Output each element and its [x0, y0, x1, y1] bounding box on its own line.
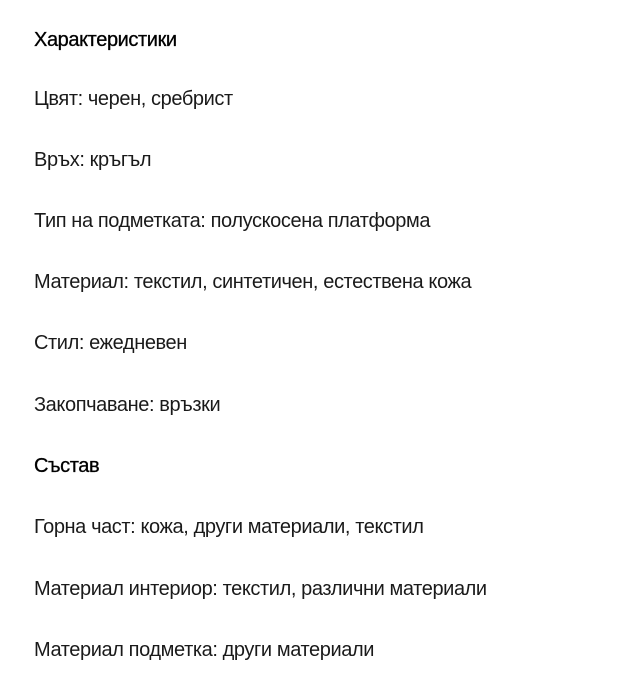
spec-item-style: Стил: ежедневен: [34, 332, 187, 354]
spec-item-sole-type: Тип на подметката: полускосена платформа: [34, 210, 431, 232]
composition-item-sole: Материал подметка: други материали: [34, 639, 374, 661]
composition-item-upper: Горна част: кожа, други материали, текстил: [34, 516, 424, 538]
spec-item-color: Цвят: черен, сребрист: [34, 88, 233, 110]
spec-item-toe: Връх: кръгъл: [34, 149, 152, 171]
spec-item-fastening: Закопчаване: връзки: [34, 394, 221, 416]
composition-item-interior: Материал интериор: текстил, различни материали: [34, 578, 487, 600]
section-heading-characteristics: Характеристики: [34, 29, 177, 51]
section-heading-composition: Състав: [34, 455, 100, 477]
spec-item-material: Материал: текстил, синтетичен, естествена кожа: [34, 271, 472, 293]
